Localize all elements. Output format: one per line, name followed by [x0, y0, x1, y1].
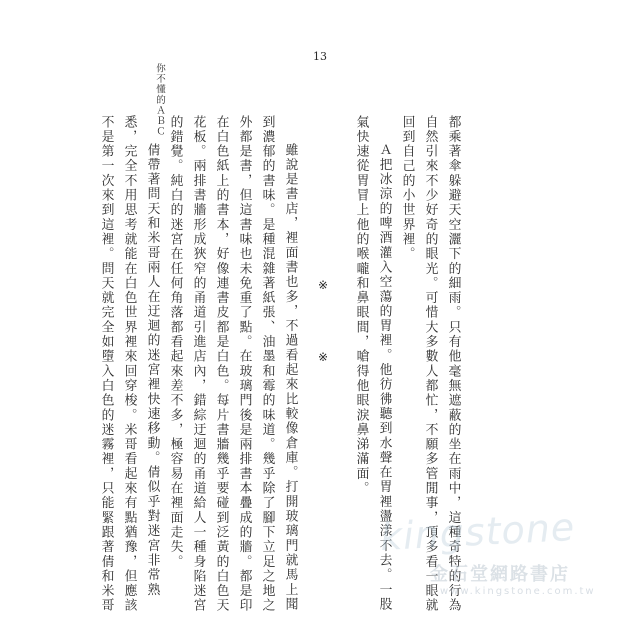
watermark-logo: kingstone [378, 504, 577, 560]
text-column: 倩帶著問天和米哥兩人在迂迴的迷宮裡快速移動。倩似乎對迷宮非常熟 [144, 143, 160, 598]
text-column: Ａ把冰涼的啤酒灌入空蕩的胃裡。他彷彿聽到水聲在胃裡盪漾不去。一股 [376, 143, 392, 612]
text-column: 氣快速從胃冒上他的喉嚨和鼻眼間，嗆得他眼淚鼻涕滿面。 [353, 115, 369, 496]
text-column: 自然引來不少好奇的眼光。可惜大多數人都忙，不願多管閒事，頂多看一眼就 [422, 115, 438, 614]
watermark-url: www.kingstone.com.tw [440, 586, 596, 597]
text-column: 到濃郁的書味。是種混雜著紙張、油墨和霉的味道。幾乎除了腳下立足之地之 [259, 115, 275, 614]
section-divider: ※ [318, 278, 329, 292]
text-column: 的錯覺。純白的迷宮在任何角落都看起來差不多，極容易在裡面走失。 [167, 115, 183, 570]
page-number: 13 [313, 50, 327, 63]
text-column: 花板。兩排書牆形成狹窄的甬道引進店內，錯綜迂迴的甬道給人一種身陷迷宮 [190, 115, 206, 614]
section-divider: ※ [318, 350, 329, 364]
text-column: 悉，完全不用思考就能在白色世界裡來回穿梭。米哥看起來有點猶豫，但應該 [121, 115, 137, 614]
text-column: 在白色紙上的書本，好像連書皮都是白色。每片書牆幾乎要碰到泛黃的白色天 [213, 115, 229, 614]
text-column: 都乘著傘躲避天空灑下的細雨。只有他毫無遮蔽的坐在雨中，這種奇特的行為 [445, 115, 461, 614]
text-column: 回到自己的小世界裡。 [399, 115, 415, 262]
text-column: 外都是書，但這書味也未免重了點。在玻璃門後是兩排書本疊成的牆。都是印 [236, 115, 252, 614]
text-column: 不是第一次來到這裡。問天就完全如墮入白色的迷霧裡，只能緊跟著倩和米哥 [98, 115, 114, 614]
running-head: 你不懂的ＡＢＣ [154, 63, 165, 137]
text-column: 雖說是書店，裡面書也多，不過看起來比較像倉庫。打開玻璃門就馬上聞 [282, 143, 298, 612]
watermark-chinese: 金石堂網路書店 [430, 564, 570, 585]
